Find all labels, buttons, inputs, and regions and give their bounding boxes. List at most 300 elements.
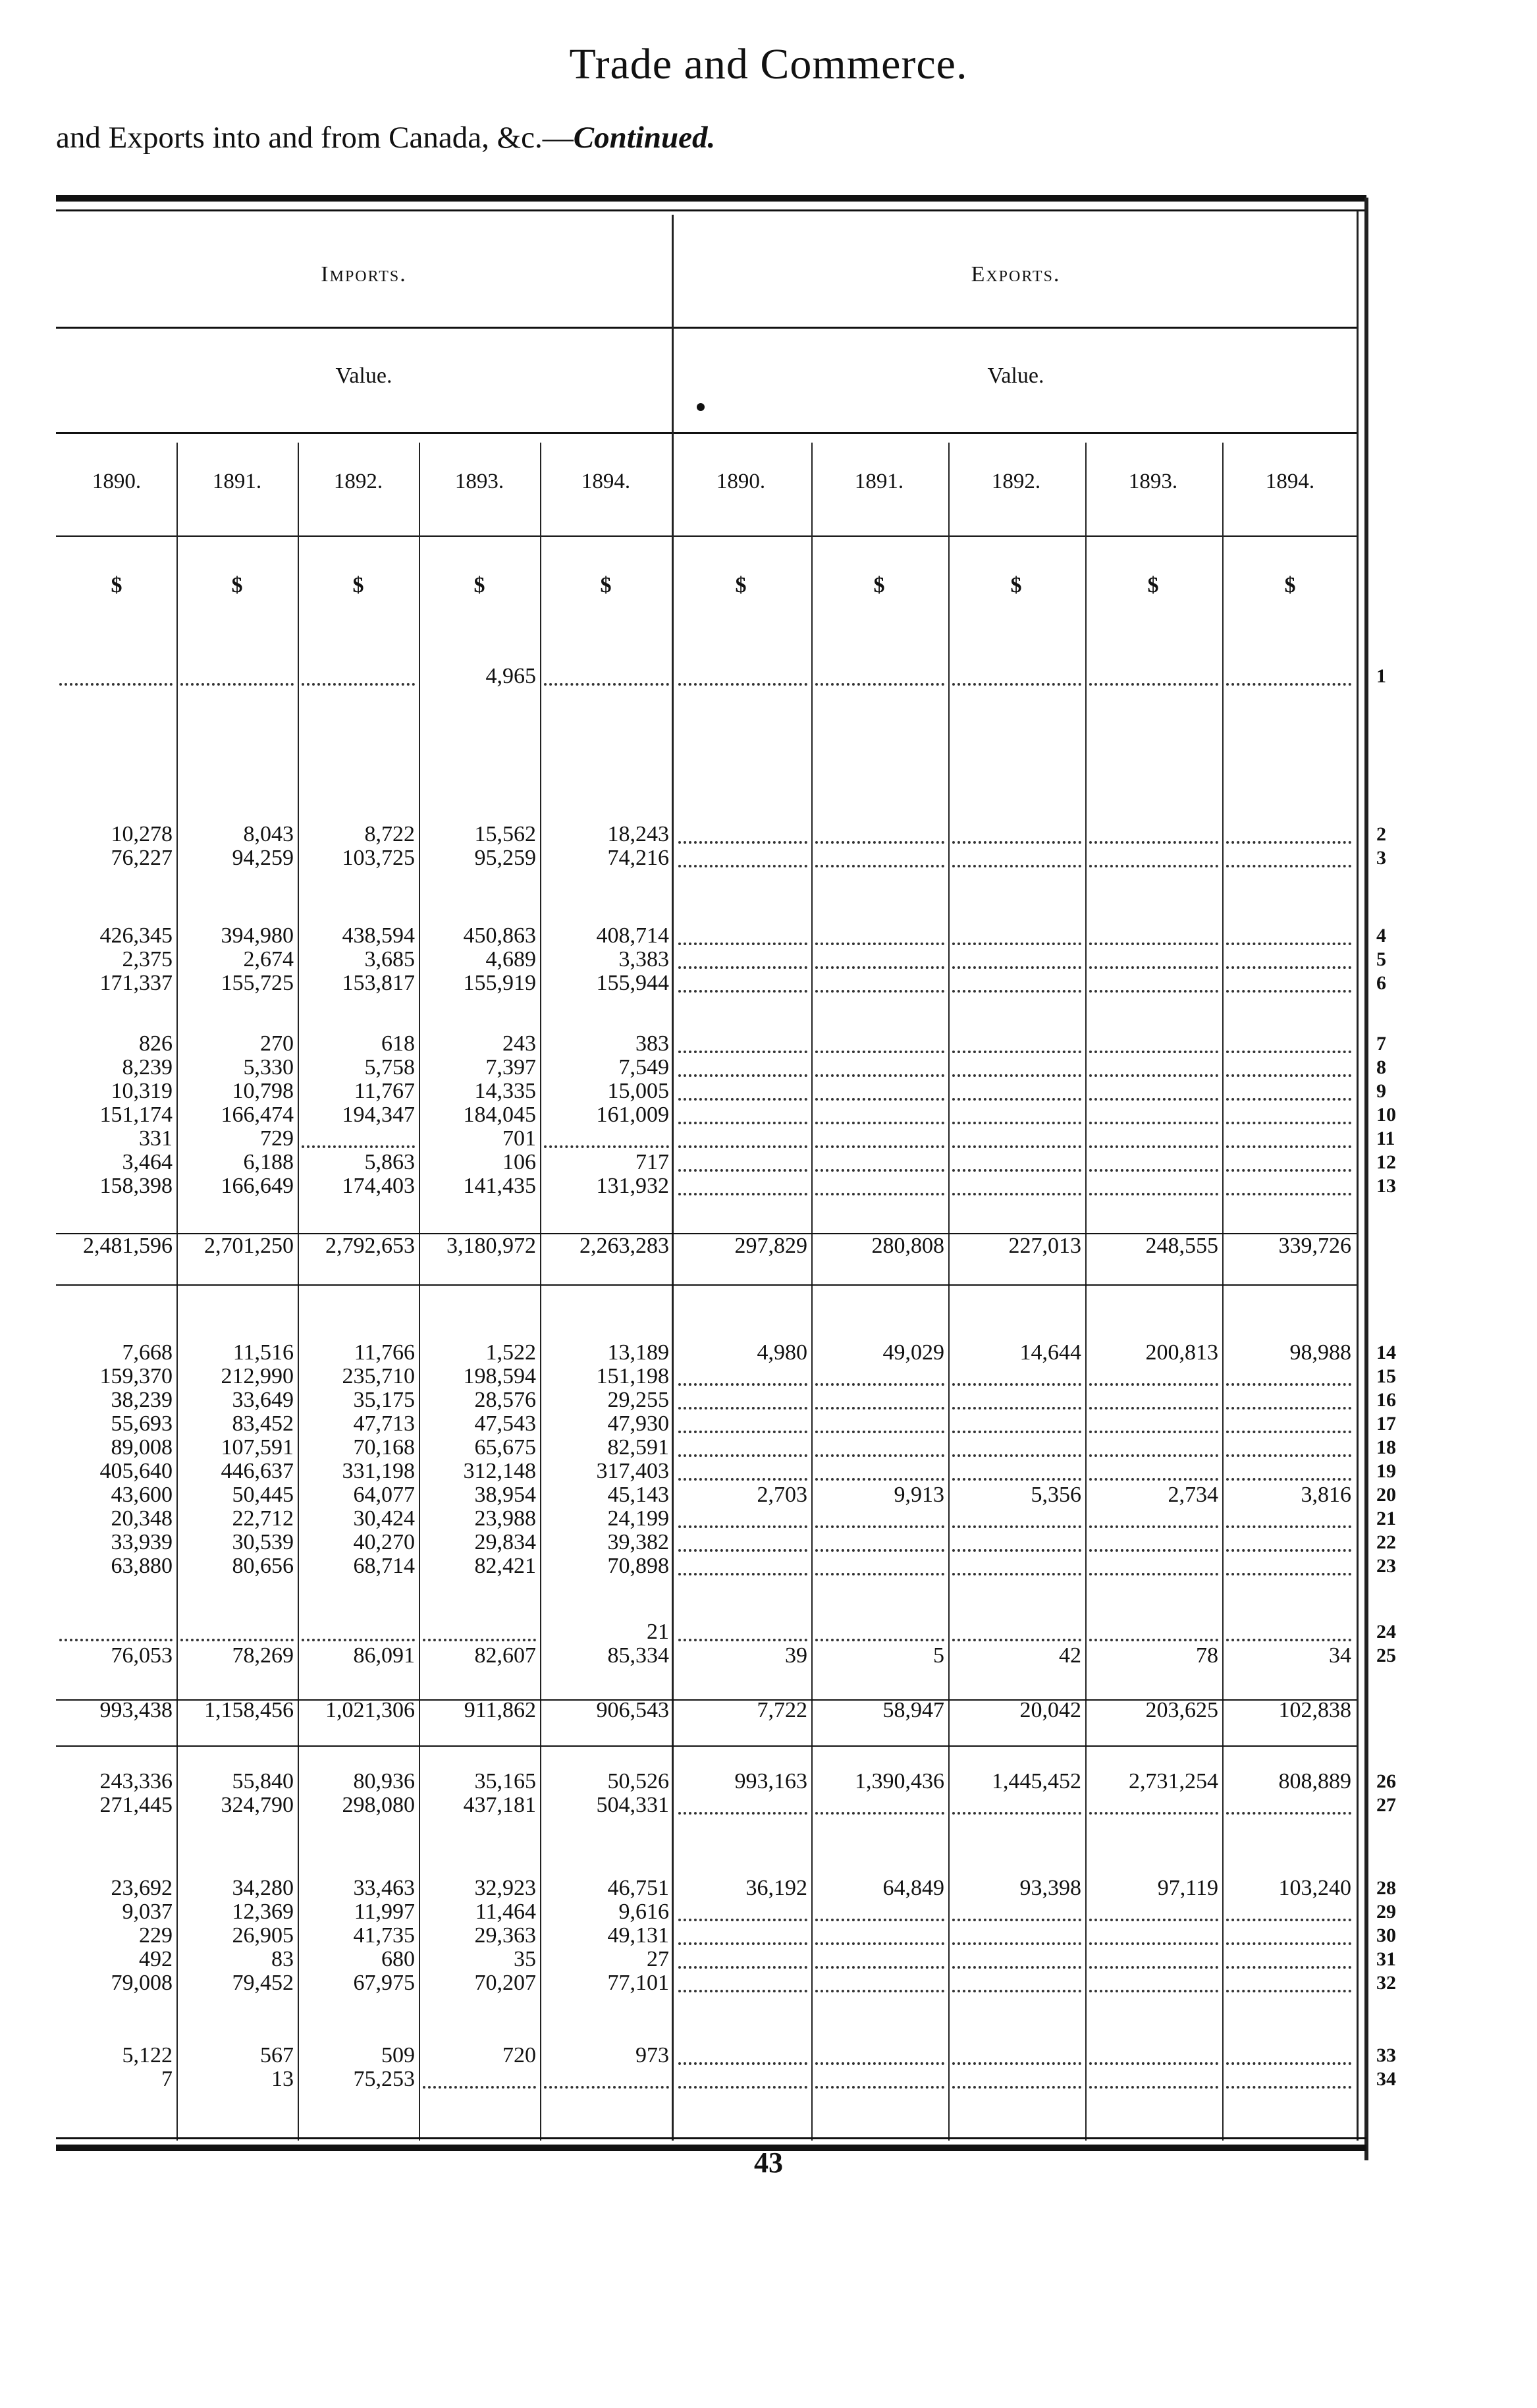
row-number: 3 bbox=[1376, 847, 1386, 869]
table-cell: 2,792,653 bbox=[325, 1234, 415, 1258]
table-cell: 32,923 bbox=[474, 1876, 536, 1900]
leader-dots bbox=[678, 1528, 807, 1552]
leader-dots bbox=[1089, 1969, 1218, 1992]
table-cell: 75,253 bbox=[353, 2067, 415, 2091]
table-cell: 166,649 bbox=[221, 1174, 294, 1198]
table-cell: 106 bbox=[502, 1150, 536, 1174]
page-number: 43 bbox=[754, 2147, 783, 2179]
table-cell: 151,198 bbox=[596, 1364, 669, 1388]
table-cell: 155,919 bbox=[463, 971, 536, 995]
table-cell: 43,600 bbox=[111, 1483, 173, 1507]
table-cell: 45,143 bbox=[607, 1483, 669, 1507]
table-cell: 9,913 bbox=[894, 1483, 944, 1507]
col-sep-6 bbox=[811, 443, 813, 2141]
leader-dots bbox=[815, 1457, 944, 1481]
row-number: 28 bbox=[1376, 1877, 1396, 1899]
table-cell: 74,216 bbox=[607, 846, 669, 870]
leader-dots bbox=[1226, 1433, 1351, 1457]
table-cell: 82,421 bbox=[474, 1554, 536, 1578]
table-cell: 161,009 bbox=[596, 1103, 669, 1127]
table-cell: 97,119 bbox=[1157, 1876, 1218, 1900]
table-cell: 6,188 bbox=[243, 1150, 294, 1174]
table-cell: 41,735 bbox=[353, 1923, 415, 1948]
table-cell: 2,734 bbox=[1168, 1483, 1218, 1507]
leader-dots bbox=[678, 1457, 807, 1481]
leader-dots bbox=[1226, 1921, 1351, 1945]
table-cell: 3,685 bbox=[364, 947, 415, 971]
leader-dots bbox=[815, 820, 944, 844]
leader-dots bbox=[1226, 1528, 1351, 1552]
leader-dots bbox=[678, 1029, 807, 1053]
table-cell: 86,091 bbox=[353, 1643, 415, 1668]
leader-dots bbox=[952, 1552, 1081, 1575]
leader-dots bbox=[952, 1969, 1081, 1992]
table-cell: 63,880 bbox=[111, 1554, 173, 1578]
table-cell: 47,930 bbox=[607, 1411, 669, 1436]
table-cell: 2,263,283 bbox=[580, 1234, 669, 1258]
leader-dots bbox=[952, 1386, 1081, 1409]
leader-dots bbox=[1089, 1945, 1218, 1969]
leader-dots bbox=[952, 820, 1081, 844]
leader-dots bbox=[815, 1898, 944, 1921]
leader-dots bbox=[678, 1969, 807, 1992]
table-cell: 243,336 bbox=[99, 1769, 173, 1793]
leader-dots bbox=[952, 921, 1081, 945]
row-number: 1 bbox=[1376, 665, 1386, 687]
leader-dots bbox=[815, 1172, 944, 1195]
leader-dots bbox=[952, 1172, 1081, 1195]
leader-dots bbox=[1226, 1148, 1351, 1172]
leader-dots bbox=[952, 662, 1081, 686]
total-rule bbox=[56, 1745, 1357, 1747]
table-cell: 405,640 bbox=[99, 1459, 173, 1483]
table-cell: 4,689 bbox=[485, 947, 536, 971]
col-sep-3 bbox=[419, 443, 420, 2141]
leader-dots bbox=[952, 1101, 1081, 1124]
table-cell: 151,174 bbox=[99, 1103, 173, 1127]
table-cell: 243 bbox=[502, 1031, 536, 1056]
leader-dots bbox=[1089, 1409, 1218, 1433]
table-cell: 227,013 bbox=[1008, 1234, 1081, 1258]
table-cell: 49,029 bbox=[882, 1340, 944, 1365]
leader-dots bbox=[1226, 1791, 1351, 1815]
table-cell: 3,816 bbox=[1301, 1483, 1351, 1507]
leader-dots bbox=[952, 945, 1081, 969]
leader-dots bbox=[678, 1362, 807, 1386]
table-cell: 10,319 bbox=[111, 1079, 173, 1103]
currency-symbol: $ bbox=[111, 573, 122, 597]
leader-dots bbox=[1226, 662, 1351, 686]
currency-symbol: $ bbox=[473, 573, 485, 597]
leader-dots bbox=[1089, 1457, 1218, 1481]
col-sep-9 bbox=[1222, 443, 1224, 2141]
row-number: 20 bbox=[1376, 1484, 1396, 1506]
table-cell: 34 bbox=[1329, 1643, 1351, 1668]
leader-dots bbox=[815, 1921, 944, 1945]
year-header-7: 1892. bbox=[991, 470, 1041, 493]
currency-symbol: $ bbox=[600, 573, 612, 597]
table-cell: 9,037 bbox=[122, 1900, 173, 1924]
subtitle-prefix: and Exports into and from Canada, &c.— bbox=[56, 121, 574, 155]
table-cell: 79,008 bbox=[111, 1971, 173, 1995]
table-cell: 49,131 bbox=[607, 1923, 669, 1948]
table-cell: 70,898 bbox=[607, 1554, 669, 1578]
bullet-mark bbox=[697, 403, 705, 411]
row-number: 11 bbox=[1376, 1128, 1395, 1149]
leader-dots bbox=[302, 1618, 415, 1641]
table-cell: 394,980 bbox=[221, 923, 294, 948]
table-cell: 78,269 bbox=[232, 1643, 294, 1668]
table-cell: 426,345 bbox=[99, 923, 173, 948]
table-cell: 85,334 bbox=[607, 1643, 669, 1668]
leader-dots bbox=[678, 1172, 807, 1195]
currency-symbol: $ bbox=[1284, 573, 1296, 597]
table-cell: 79,452 bbox=[232, 1971, 294, 1995]
leader-dots bbox=[1089, 1053, 1218, 1077]
table-cell: 95,259 bbox=[474, 846, 536, 870]
leader-dots bbox=[678, 1148, 807, 1172]
leader-dots bbox=[815, 662, 944, 686]
table-cell: 11,767 bbox=[354, 1079, 415, 1103]
table-cell: 70,168 bbox=[353, 1435, 415, 1460]
table-cell: 36,192 bbox=[745, 1876, 807, 1900]
leader-dots bbox=[423, 1618, 536, 1641]
leader-dots bbox=[1089, 1433, 1218, 1457]
table-cell: 35,175 bbox=[353, 1388, 415, 1412]
leader-dots bbox=[815, 2065, 944, 2089]
leader-dots bbox=[1089, 1077, 1218, 1101]
table-cell: 20,348 bbox=[111, 1506, 173, 1531]
table-cell: 2,701,250 bbox=[204, 1234, 294, 1258]
leader-dots bbox=[815, 844, 944, 867]
table-cell: 39,382 bbox=[607, 1530, 669, 1554]
row-number: 6 bbox=[1376, 972, 1386, 994]
table-cell: 98,988 bbox=[1289, 1340, 1351, 1365]
right-border-inner bbox=[1357, 211, 1359, 2141]
leader-dots bbox=[1089, 1504, 1218, 1528]
table-cell: 64,077 bbox=[353, 1483, 415, 1507]
leader-dots bbox=[952, 1457, 1081, 1481]
leader-dots bbox=[952, 1791, 1081, 1815]
table-cell: 155,725 bbox=[221, 971, 294, 995]
row-number: 29 bbox=[1376, 1901, 1396, 1923]
table-cell: 2,674 bbox=[243, 947, 294, 971]
leader-dots bbox=[423, 2065, 536, 2089]
table-cell: 47,713 bbox=[353, 1411, 415, 1436]
imports-value-header: Value. bbox=[335, 364, 392, 388]
leader-dots bbox=[678, 1791, 807, 1815]
table-cell: 166,474 bbox=[221, 1103, 294, 1127]
table-cell: 80,936 bbox=[353, 1769, 415, 1793]
table-cell: 701 bbox=[502, 1126, 536, 1151]
leader-dots bbox=[1089, 1101, 1218, 1124]
table-cell: 271,445 bbox=[99, 1793, 173, 1817]
leader-dots bbox=[1226, 1898, 1351, 1921]
row-number: 15 bbox=[1376, 1365, 1396, 1387]
table-cell: 8,722 bbox=[364, 822, 415, 846]
table-cell: 33,463 bbox=[353, 1876, 415, 1900]
table-cell: 46,751 bbox=[607, 1876, 669, 1900]
table-cell: 1,522 bbox=[485, 1340, 536, 1365]
table-cell: 7,668 bbox=[122, 1340, 173, 1365]
row-number: 26 bbox=[1376, 1770, 1396, 1792]
table-cell: 383 bbox=[635, 1031, 669, 1056]
leader-dots bbox=[1226, 1172, 1351, 1195]
leader-dots bbox=[815, 1029, 944, 1053]
table-cell: 339,726 bbox=[1278, 1234, 1351, 1258]
table-cell: 47,543 bbox=[474, 1411, 536, 1436]
table-cell: 1,390,436 bbox=[855, 1769, 944, 1793]
table-cell: 270 bbox=[260, 1031, 294, 1056]
row-number: 13 bbox=[1376, 1175, 1396, 1197]
table-cell: 80,656 bbox=[232, 1554, 294, 1578]
leader-dots bbox=[1226, 1969, 1351, 1992]
table-cell: 11,997 bbox=[354, 1900, 415, 1924]
table-cell: 4,980 bbox=[757, 1340, 807, 1365]
table-cell: 68,714 bbox=[353, 1554, 415, 1578]
table-cell: 35 bbox=[514, 1947, 536, 1971]
table-cell: 298,080 bbox=[342, 1793, 415, 1817]
leader-dots bbox=[815, 1528, 944, 1552]
leader-dots bbox=[1089, 969, 1218, 993]
table-cell: 64,849 bbox=[882, 1876, 944, 1900]
table-cell: 171,337 bbox=[99, 971, 173, 995]
table-cell: 9,616 bbox=[618, 1900, 669, 1924]
table-cell: 15,562 bbox=[474, 822, 536, 846]
page-title: Trade and Commerce. bbox=[569, 40, 968, 88]
exports-value-header: Value. bbox=[987, 364, 1044, 388]
leader-dots bbox=[1226, 969, 1351, 993]
leader-dots bbox=[815, 1945, 944, 1969]
table-cell: 492 bbox=[139, 1947, 173, 1971]
leader-dots bbox=[1226, 921, 1351, 945]
year-header-3: 1893. bbox=[454, 470, 504, 493]
leader-dots bbox=[1089, 2065, 1218, 2089]
leader-dots bbox=[815, 1504, 944, 1528]
table-cell: 103,725 bbox=[342, 846, 415, 870]
table-cell: 235,710 bbox=[342, 1364, 415, 1388]
leader-dots bbox=[678, 1921, 807, 1945]
table-cell: 27 bbox=[647, 1947, 669, 1971]
leader-dots bbox=[678, 2041, 807, 2065]
leader-dots bbox=[1226, 2065, 1351, 2089]
table-cell: 10,798 bbox=[232, 1079, 294, 1103]
imports-header: Imports. bbox=[321, 262, 407, 287]
leader-dots bbox=[1226, 820, 1351, 844]
leader-dots bbox=[1226, 1029, 1351, 1053]
leader-dots bbox=[1226, 1077, 1351, 1101]
leader-dots bbox=[544, 2065, 669, 2089]
table-cell: 39 bbox=[785, 1643, 807, 1668]
leader-dots bbox=[952, 2065, 1081, 2089]
table-cell: 2,375 bbox=[122, 947, 173, 971]
table-cell: 131,932 bbox=[596, 1174, 669, 1198]
leader-dots bbox=[1226, 945, 1351, 969]
table-cell: 14,644 bbox=[1019, 1340, 1081, 1365]
table-cell: 30,539 bbox=[232, 1530, 294, 1554]
leader-dots bbox=[678, 2065, 807, 2089]
table-cell: 408,714 bbox=[596, 923, 669, 948]
table-cell: 93,398 bbox=[1019, 1876, 1081, 1900]
row-number: 16 bbox=[1376, 1389, 1396, 1411]
leader-dots bbox=[544, 1124, 669, 1148]
table-cell: 141,435 bbox=[463, 1174, 536, 1198]
row-number: 7 bbox=[1376, 1033, 1386, 1054]
table-cell: 280,808 bbox=[871, 1234, 944, 1258]
leader-dots bbox=[678, 1053, 807, 1077]
table-cell: 973 bbox=[635, 2043, 669, 2067]
leader-dots bbox=[952, 1409, 1081, 1433]
table-cell: 324,790 bbox=[221, 1793, 294, 1817]
leader-dots bbox=[1089, 1528, 1218, 1552]
leader-dots bbox=[678, 1552, 807, 1575]
leader-dots bbox=[180, 662, 294, 686]
leader-dots bbox=[678, 1101, 807, 1124]
table-cell: 8,043 bbox=[243, 822, 294, 846]
leader-dots bbox=[952, 2041, 1081, 2065]
leader-dots bbox=[678, 1386, 807, 1409]
leader-dots bbox=[1226, 1101, 1351, 1124]
header-rule-3 bbox=[56, 535, 1357, 537]
leader-dots bbox=[302, 1124, 415, 1148]
table-cell: 78 bbox=[1196, 1643, 1218, 1668]
table-cell: 50,445 bbox=[232, 1483, 294, 1507]
table-cell: 13 bbox=[271, 2067, 294, 2091]
leader-dots bbox=[678, 820, 807, 844]
leader-dots bbox=[952, 1898, 1081, 1921]
leader-dots bbox=[952, 844, 1081, 867]
col-sep-8 bbox=[1085, 443, 1087, 2141]
leader-dots bbox=[815, 1969, 944, 1992]
leader-dots bbox=[952, 1433, 1081, 1457]
table-cell: 30,424 bbox=[353, 1506, 415, 1531]
row-number: 18 bbox=[1376, 1437, 1396, 1458]
table-cell: 33,939 bbox=[111, 1530, 173, 1554]
year-header-4: 1894. bbox=[581, 470, 631, 493]
table-cell: 200,813 bbox=[1145, 1340, 1218, 1365]
col-sep-4 bbox=[540, 443, 541, 2141]
table-cell: 28,576 bbox=[474, 1388, 536, 1412]
leader-dots bbox=[1226, 1409, 1351, 1433]
leader-dots bbox=[815, 945, 944, 969]
leader-dots bbox=[952, 1053, 1081, 1077]
leader-dots bbox=[952, 1124, 1081, 1148]
row-number: 10 bbox=[1376, 1104, 1396, 1126]
right-border-outer bbox=[1364, 198, 1368, 2160]
leader-dots bbox=[1089, 1362, 1218, 1386]
leader-dots bbox=[815, 1791, 944, 1815]
table-cell: 158,398 bbox=[99, 1174, 173, 1198]
table-cell: 1,445,452 bbox=[992, 1769, 1081, 1793]
table-cell: 155,944 bbox=[596, 971, 669, 995]
leader-dots bbox=[952, 1945, 1081, 1969]
leader-dots bbox=[1089, 1552, 1218, 1575]
leader-dots bbox=[1226, 1386, 1351, 1409]
row-number: 22 bbox=[1376, 1531, 1396, 1553]
table-cell: 7 bbox=[161, 2067, 173, 2091]
leader-dots bbox=[1089, 1386, 1218, 1409]
table-cell: 76,053 bbox=[111, 1643, 173, 1668]
leader-dots bbox=[59, 1618, 173, 1641]
table-cell: 159,370 bbox=[99, 1364, 173, 1388]
leader-dots bbox=[678, 1618, 807, 1641]
table-cell: 567 bbox=[260, 2043, 294, 2067]
table-cell: 720 bbox=[502, 2043, 536, 2067]
leader-dots bbox=[1089, 662, 1218, 686]
leader-dots bbox=[678, 921, 807, 945]
table-cell: 198,594 bbox=[463, 1364, 536, 1388]
year-header-2: 1892. bbox=[333, 470, 383, 493]
row-number: 2 bbox=[1376, 823, 1386, 845]
table-cell: 317,403 bbox=[596, 1459, 669, 1483]
leader-dots bbox=[59, 662, 173, 686]
table-cell: 65,675 bbox=[474, 1435, 536, 1460]
table-cell: 33,649 bbox=[232, 1388, 294, 1412]
row-number: 32 bbox=[1376, 1972, 1396, 1994]
leader-dots bbox=[678, 969, 807, 993]
leader-dots bbox=[815, 2041, 944, 2065]
exports-header: Exports. bbox=[971, 262, 1061, 287]
leader-dots bbox=[952, 1618, 1081, 1641]
leader-dots bbox=[1089, 921, 1218, 945]
table-cell: 312,148 bbox=[463, 1459, 536, 1483]
leader-dots bbox=[1089, 1124, 1218, 1148]
row-number: 5 bbox=[1376, 948, 1386, 970]
leader-dots bbox=[1226, 1618, 1351, 1641]
table-cell: 58,947 bbox=[882, 1698, 944, 1722]
leader-dots bbox=[952, 1504, 1081, 1528]
table-cell: 808,889 bbox=[1278, 1769, 1351, 1793]
table-cell: 5,330 bbox=[243, 1055, 294, 1080]
table-cell: 38,954 bbox=[474, 1483, 536, 1507]
table-cell: 438,594 bbox=[342, 923, 415, 948]
table-cell: 55,840 bbox=[232, 1769, 294, 1793]
leader-dots bbox=[1226, 2041, 1351, 2065]
leader-dots bbox=[815, 1386, 944, 1409]
table-cell: 993,438 bbox=[99, 1698, 173, 1722]
leader-dots bbox=[678, 1433, 807, 1457]
table-cell: 83,452 bbox=[232, 1411, 294, 1436]
table-cell: 21 bbox=[647, 1620, 669, 1644]
leader-dots bbox=[815, 1362, 944, 1386]
top-thin-rule bbox=[56, 209, 1366, 211]
table-cell: 450,863 bbox=[463, 923, 536, 948]
leader-dots bbox=[1226, 1053, 1351, 1077]
table-cell: 67,975 bbox=[353, 1971, 415, 1995]
table-cell: 174,403 bbox=[342, 1174, 415, 1198]
table-cell: 153,817 bbox=[342, 971, 415, 995]
table-cell: 194,347 bbox=[342, 1103, 415, 1127]
row-number: 30 bbox=[1376, 1925, 1396, 1946]
leader-dots bbox=[952, 1029, 1081, 1053]
row-number: 27 bbox=[1376, 1794, 1396, 1816]
leader-dots bbox=[678, 1124, 807, 1148]
leader-dots bbox=[1226, 1124, 1351, 1148]
leader-dots bbox=[1089, 820, 1218, 844]
table-cell: 42 bbox=[1059, 1643, 1081, 1668]
row-number: 4 bbox=[1376, 925, 1386, 946]
total-rule bbox=[56, 1284, 1357, 1286]
leader-dots bbox=[815, 1433, 944, 1457]
row-number: 24 bbox=[1376, 1621, 1396, 1643]
table-cell: 618 bbox=[381, 1031, 415, 1056]
table-cell: 212,990 bbox=[221, 1364, 294, 1388]
leader-dots bbox=[815, 1148, 944, 1172]
table-cell: 680 bbox=[381, 1947, 415, 1971]
table-cell: 3,464 bbox=[122, 1150, 173, 1174]
table-cell: 248,555 bbox=[1145, 1234, 1218, 1258]
table-cell: 993,163 bbox=[734, 1769, 807, 1793]
